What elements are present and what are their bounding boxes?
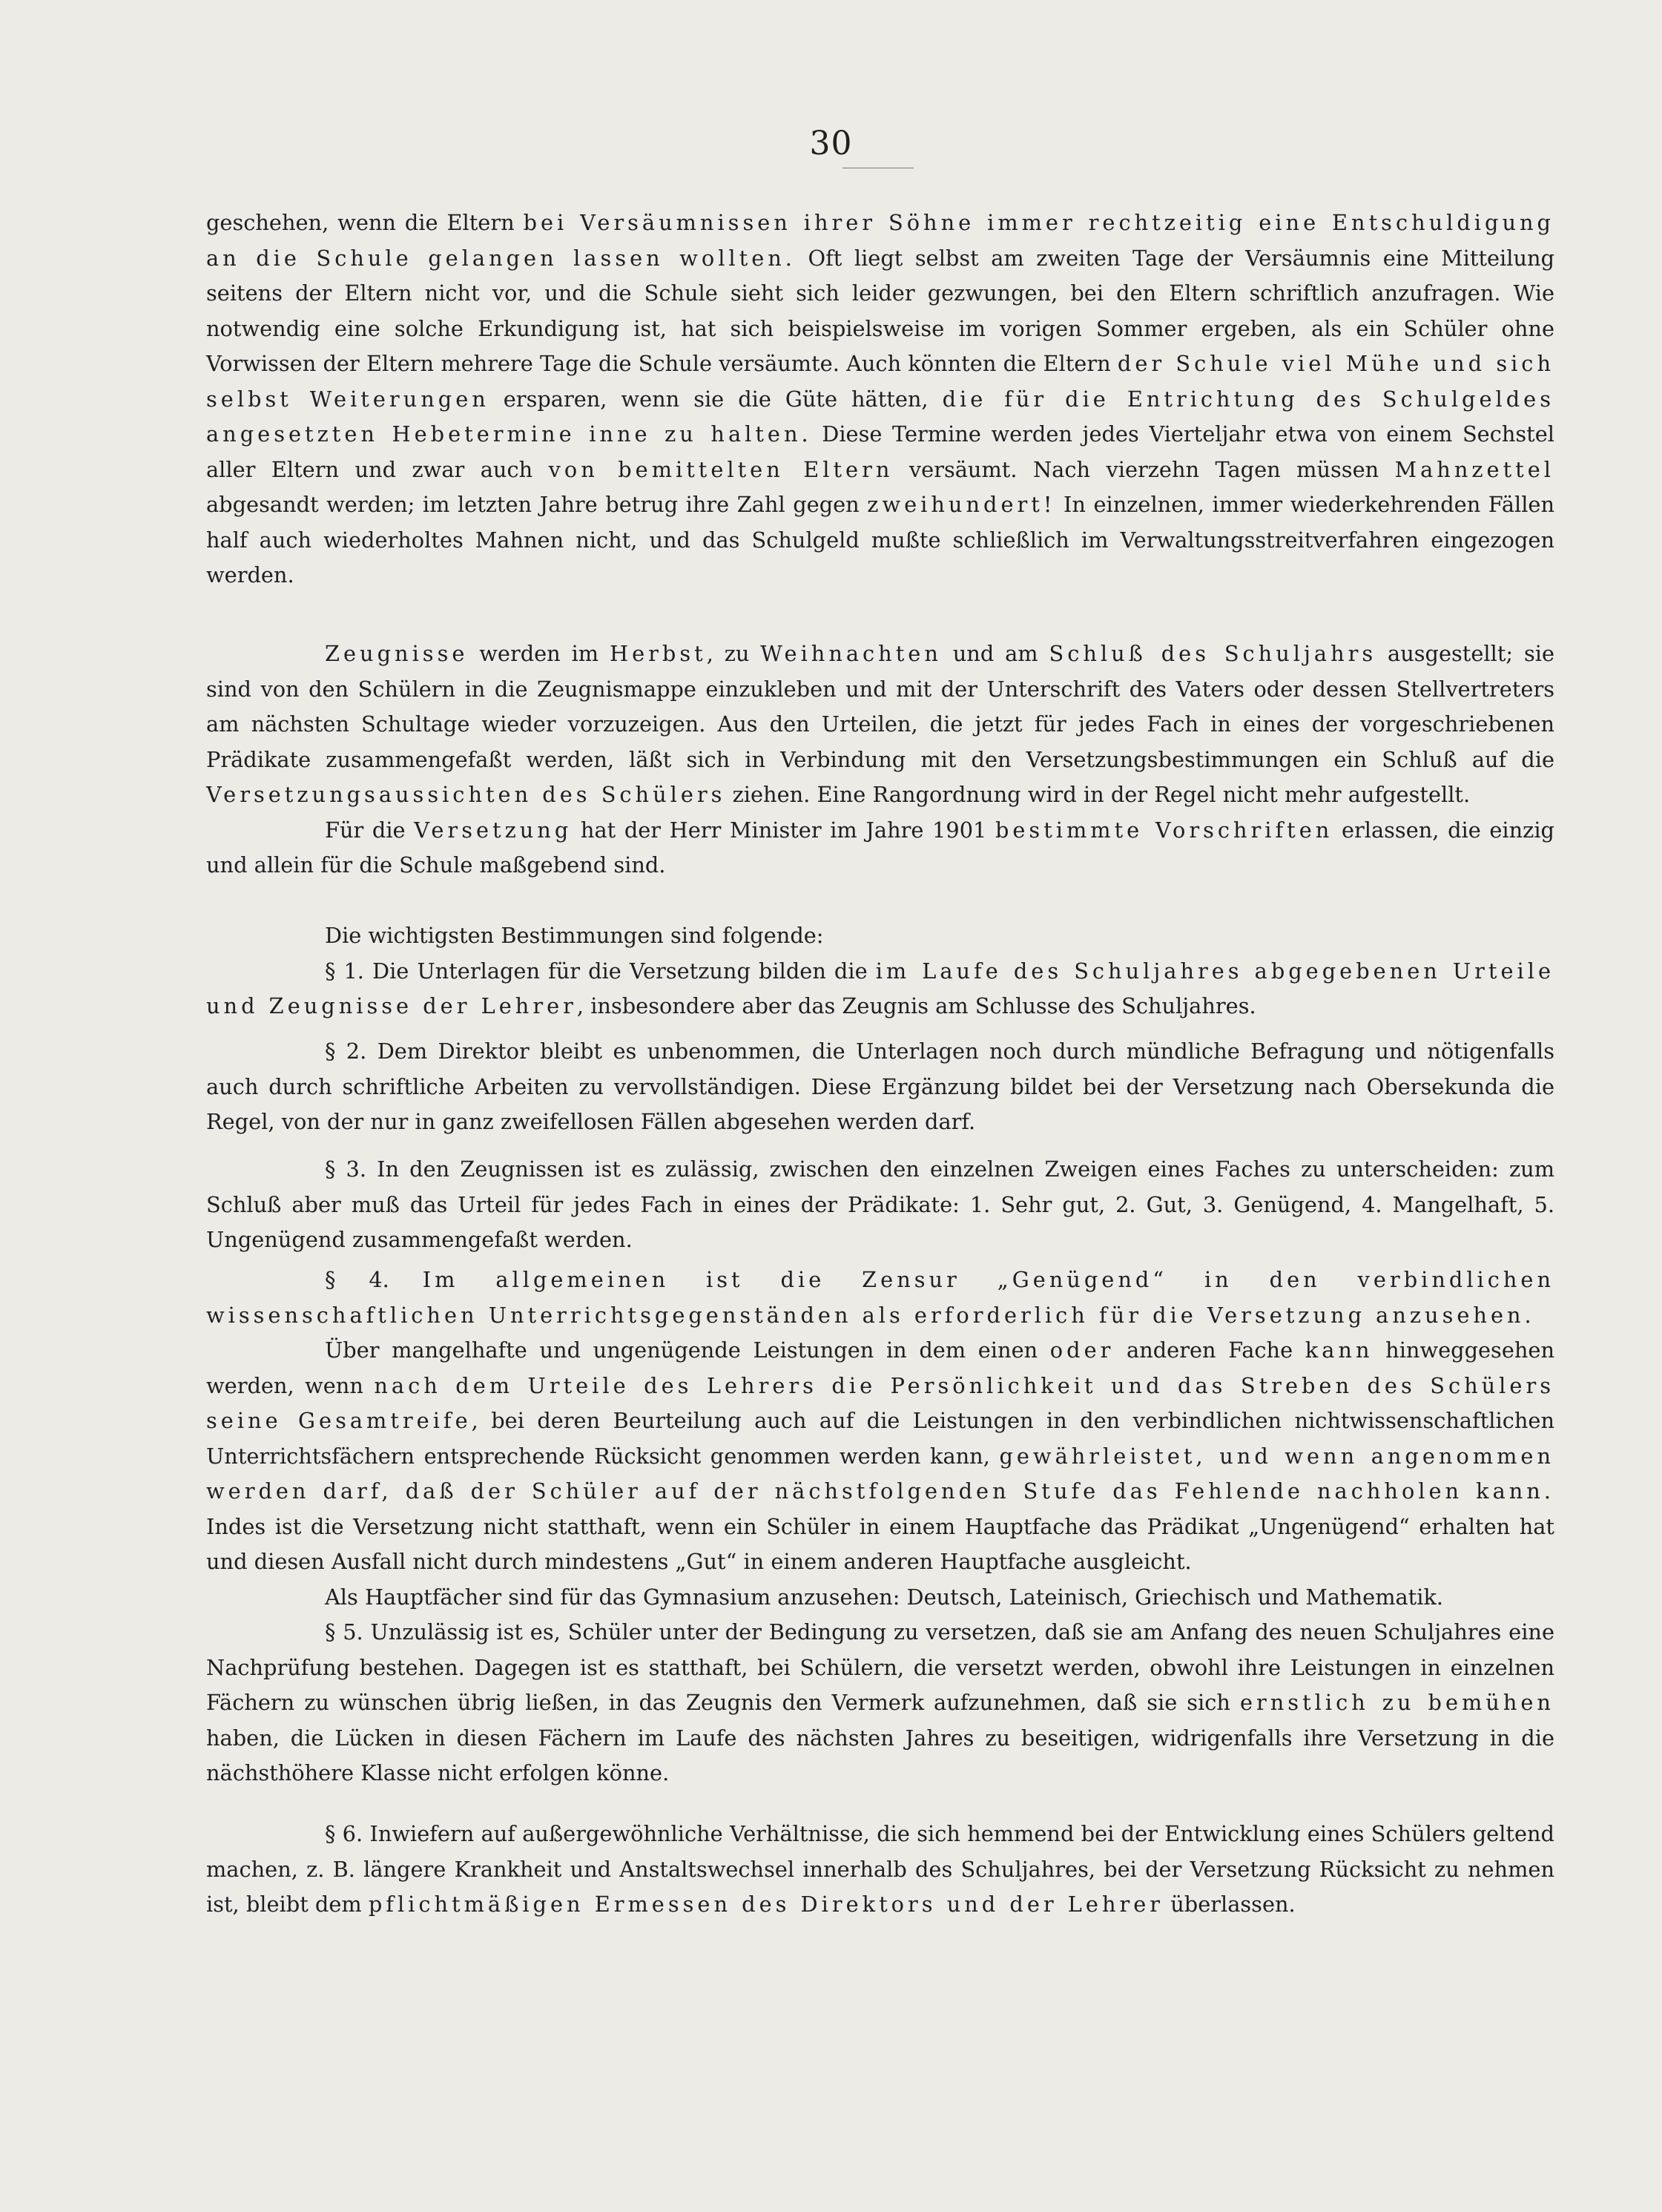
text-block-regulations-intro — [206, 918, 1554, 1024]
text-run: § 5. Unzulässig ist es, Schüler unter der Bedingung zu versetzen, daß sie am Anfang des neuen Schuljahres eine Nachprüfung bestehen. Dagegen ist es statthaft, bei Schülern, die versetzt werden, obwohl ihre Leistungen in einzelnen Fächern zu wünschen übrig ließen, in das Zeugnis den Vermerk aufzunehmen, daß sie sich — [206, 1619, 1554, 1715]
emphasis-spaced-text: die für die Entrichtung des Schulgeldes angesetzten Hebetermine inne zu halten. — [206, 386, 1555, 447]
emphasis-spaced-text: Weihnachten — [760, 641, 942, 666]
emphasis-spaced-text: gewährleistet, und wenn angenommen werden darf, daß der Schüler auf der nächstfolgenden Stufe das Fehlende nachholen kann. — [206, 1443, 1554, 1504]
page-number: 30 — [809, 125, 853, 162]
text-run: ziehen. Eine Rangordnung wird in der Regel nicht mehr aufgestellt. — [725, 782, 1471, 807]
text-block-school-notices — [206, 205, 1554, 593]
emphasis-spaced-text: kann — [1305, 1337, 1374, 1363]
paragraph — [206, 1615, 1554, 1791]
text-run: Als Hauptfächer sind für das Gymnasium anzusehen: Deutsch, Lateinisch, Griechisch und Mathematik. — [325, 1584, 1444, 1610]
text-run: hat der Herr Minister im Jahre 1901 — [572, 817, 995, 843]
emphasis-spaced-text: Herbst — [609, 641, 707, 666]
text-run: , bei deren Beurteilung auch auf die Leistungen in den verbindlichen nichtwissenschaftlichen Unterrichtsfächern entsprechende Rücksicht genommen werden kann, — [206, 1408, 1554, 1469]
text-run: Für die — [325, 817, 415, 843]
text-run: , zu — [706, 641, 761, 666]
emphasis-spaced-text: nach dem Urteile des Lehrers die Persönlichkeit und das Streben des Schülers seine Gesamtreife — [206, 1372, 1554, 1433]
text-run: § 1. Die Unterlagen für die Versetzung bilden die — [325, 958, 876, 984]
paragraph — [206, 636, 1554, 813]
text-run: Die wichtigsten Bestimmungen sind folgende: — [325, 923, 824, 948]
text-run: abgesandt werden; im letzten Jahre betrug ihre Zahl gegen — [206, 492, 868, 517]
text-run: ausgestellt; sie sind von den Schülern in die Zeugnismappe einzukleben und mit der Unterschrift des Vaters oder dessen Stellvertreters am nächsten Schultage wieder vorzuzeigen. Aus den Urteilen, die jetzt für jedes Fach in eines der vorgeschriebenen Prädikate zusammengefaßt werden, läßt sich in Verbindung mit den Versetzungsbestimmungen ein Schluß auf die — [206, 641, 1554, 772]
paragraph — [206, 1333, 1554, 1580]
paragraph — [206, 813, 1554, 883]
emphasis-spaced-text: Versetzung — [414, 817, 573, 843]
text-run: haben, die Lücken in diesen Fächern im Laufe des nächsten Jahres zu beseitigen, widrigenfalls ihre Versetzung in die nächsthöhere Klasse nicht erfolgen könne. — [206, 1725, 1554, 1785]
text-run: Indes ist die Versetzung nicht statthaft, wenn ein Schüler in einem Hauptfache das Prädikat „Ungenügend“ erhalten hat und diesen Ausfall nicht durch mindestens „Gut“ in einem anderen Hauptfache ausgleicht. — [206, 1513, 1554, 1574]
paragraph — [206, 205, 1554, 593]
emphasis-spaced-text: Schluß des Schuljahrs — [1049, 641, 1377, 666]
text-run: und am — [941, 641, 1049, 666]
text-run: Oft liegt selbst am zweiten Tage der Versäumnis eine Mitteilung seitens der Eltern nicht vor, und die Schule sieht sich leider gezwungen, bei den Eltern schriftlich anzufragen. Wie notwendig eine solche Erkundigung ist, hat sich beispielsweise im vorigen Sommer ergeben, als ein Schüler ohne Vorwissen der Eltern mehrere Tage die Schule versäumte. Auch könnten die Eltern — [206, 245, 1554, 376]
text-run: § 6. Inwiefern auf außergewöhnliche Verhältnisse, die sich hemmend bei der Entwicklung eines Schülers geltend machen, z. B. längere Krankheit und Anstaltswechsel innerhalb des Schuljahres, bei der Versetzung Rücksicht zu nehmen ist, bleibt dem — [206, 1821, 1554, 1917]
emphasis-spaced-text: Zeugnisse — [325, 641, 469, 666]
text-run: § 3. In den Zeugnissen ist es zulässig, zwischen den einzelnen Zweigen eines Faches zu unterscheiden: zum Schluß aber muß das Urteil für jedes Fach in eines der Prädikate: 1. Sehr gut, 2. Gut, 3. Genügend, 4. Mangelhaft, 5. Ungenügend zusammengefaßt werden. — [206, 1156, 1554, 1252]
paragraph — [206, 954, 1554, 1024]
emphasis-spaced-text: ernstlich zu bemühen — [1239, 1690, 1554, 1715]
paragraph — [206, 1817, 1554, 1923]
emphasis-spaced-text: zweihundert! — [867, 492, 1056, 517]
text-run: werden im — [468, 641, 610, 666]
emphasis-spaced-text: von bemittelten Eltern — [548, 456, 894, 482]
emphasis-spaced-text: Im allgemeinen ist die Zensur „Genügend“ in den verbindlichen wissenschaftlichen Unterrichtsgegenständen als erforderlich für die Versetzung anzusehen. — [206, 1267, 1554, 1328]
text-run: versäumt. Nach vierzehn Tagen müssen — [893, 456, 1395, 482]
text-run: überlassen. — [1164, 1892, 1296, 1917]
text-run: Über mangelhafte und ungenügende Leistungen in dem einen — [325, 1337, 1050, 1363]
emphasis-spaced-text: Mahnzettel — [1394, 456, 1554, 482]
text-block-reports — [206, 636, 1554, 883]
paragraph — [206, 1152, 1554, 1258]
text-block-section-3 — [206, 1152, 1554, 1258]
emphasis-spaced-text: oder — [1049, 1337, 1115, 1363]
text-run: erlassen, die einzig und allein für die Schule maßgebend sind. — [206, 817, 1554, 878]
text-block-section-2 — [206, 1034, 1554, 1140]
text-run: geschehen, wenn die Eltern — [206, 210, 524, 235]
text-run: § 2. Dem Direktor bleibt es unbenommen, die Unterlagen noch durch mündliche Befragung und nötigenfalls auch durch schriftliche Arbeiten zu vervollständigen. Diese Ergänzung bildet bei der Versetzung nach Obersekunda die Regel, von der nur in ganz zweifellosen Fällen abgesehen werden darf. — [206, 1038, 1554, 1134]
paragraph — [206, 918, 1554, 954]
emphasis-spaced-text: bestimmte Vorschriften — [995, 817, 1333, 843]
text-block-section-6 — [206, 1817, 1554, 1923]
text-run: In einzelnen, immer wiederkehrenden Fällen half auch wiederholtes Mahnen nicht, und das Schulgeld mußte schließlich im Verwaltungsstreitverfahren eingezogen werden. — [206, 492, 1555, 587]
text-run: Diese Termine werden jedes Vierteljahr etwa von einem Sechstel aller Eltern und zwar auch — [206, 421, 1554, 482]
text-run: ersparen, wenn sie die Güte hätten, — [489, 386, 943, 412]
emphasis-spaced-text: der Schule viel Mühe und sich selbst Weiterungen — [206, 351, 1554, 412]
emphasis-spaced-text: im Laufe des Schuljahres abgegebenen Urteile und Zeugnisse der Lehrer — [206, 958, 1554, 1018]
text-run: , insbesondere aber das Zeugnis am Schlusse des Schuljahres. — [576, 993, 1256, 1018]
emphasis-spaced-text: pflichtmäßigen Ermessen des Direktors und der Lehrer — [368, 1892, 1164, 1917]
emphasis-spaced-text: bei Versäumnissen ihrer Söhne immer rechtzeitig eine Entschuldigung an die Schule gelangen lassen wollten. — [206, 210, 1554, 271]
text-run: § 4. — [325, 1267, 423, 1292]
text-run: hinweggesehen werden, wenn — [206, 1337, 1555, 1398]
emphasis-spaced-text: Versetzungsaussichten des Schülers — [206, 782, 726, 807]
paragraph — [206, 1580, 1554, 1616]
paragraph — [206, 1034, 1554, 1140]
text-run: anderen Fache — [1114, 1337, 1305, 1363]
text-block-section-4 — [206, 1263, 1554, 1791]
paragraph — [206, 1263, 1554, 1333]
